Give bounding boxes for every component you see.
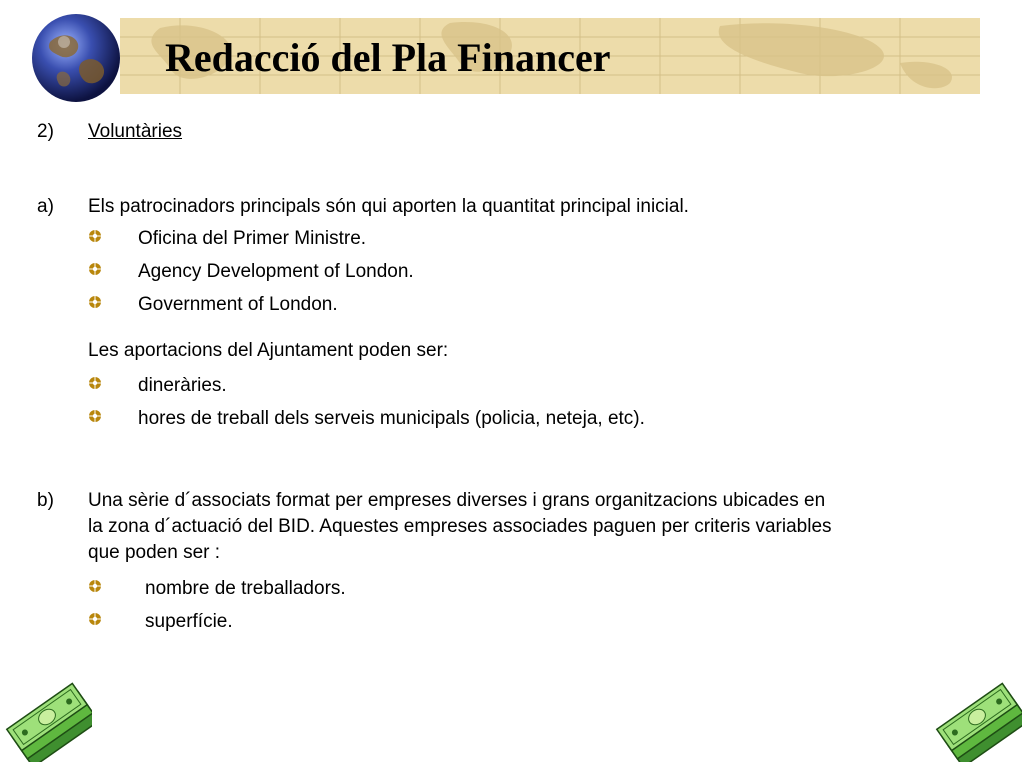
section-label: Voluntàries bbox=[88, 121, 183, 142]
money-stack-icon bbox=[932, 672, 1022, 762]
bullet-icon bbox=[88, 295, 102, 309]
bullet-icon bbox=[88, 229, 102, 243]
money-stack-icon bbox=[2, 672, 92, 762]
bullet-item: superfície. bbox=[145, 611, 233, 632]
item-b-line-3: que poden ser : bbox=[88, 542, 221, 563]
bullet-item: Agency Development of London. bbox=[138, 261, 414, 282]
item-b-line-1: Una sèrie d´associats format per empreses diverses i grans organitzacions ubicades en bbox=[88, 490, 826, 511]
item-a-marker: a) bbox=[37, 196, 54, 217]
item-a-text: Els patrocinadors principals són qui aporten la quantitat principal inicial. bbox=[88, 196, 689, 217]
bullet-icon bbox=[88, 376, 102, 390]
ajuntament-text: Les aportacions del Ajuntament poden ser: bbox=[88, 340, 449, 361]
bullet-item: hores de treball dels serveis municipals (policia, neteja, etc). bbox=[138, 408, 645, 429]
item-b-line-2: la zona d´actuació del BID. Aquestes empreses associades paguen per criteris variables bbox=[88, 516, 832, 537]
bullet-item: dineràries. bbox=[138, 375, 227, 396]
bullet-icon bbox=[88, 579, 102, 593]
bullet-item: Oficina del Primer Ministre. bbox=[138, 228, 367, 249]
section-number: 2) bbox=[37, 121, 54, 142]
bullet-icon bbox=[88, 409, 102, 423]
slide-title: Redacció del Pla Financer bbox=[165, 35, 611, 80]
bullet-icon bbox=[88, 612, 102, 626]
bullet-item: nombre de treballadors. bbox=[145, 578, 346, 599]
item-b-marker: b) bbox=[37, 490, 54, 511]
globe-icon bbox=[30, 12, 122, 104]
bullet-item: Government of London. bbox=[138, 294, 338, 315]
bullet-icon bbox=[88, 262, 102, 276]
